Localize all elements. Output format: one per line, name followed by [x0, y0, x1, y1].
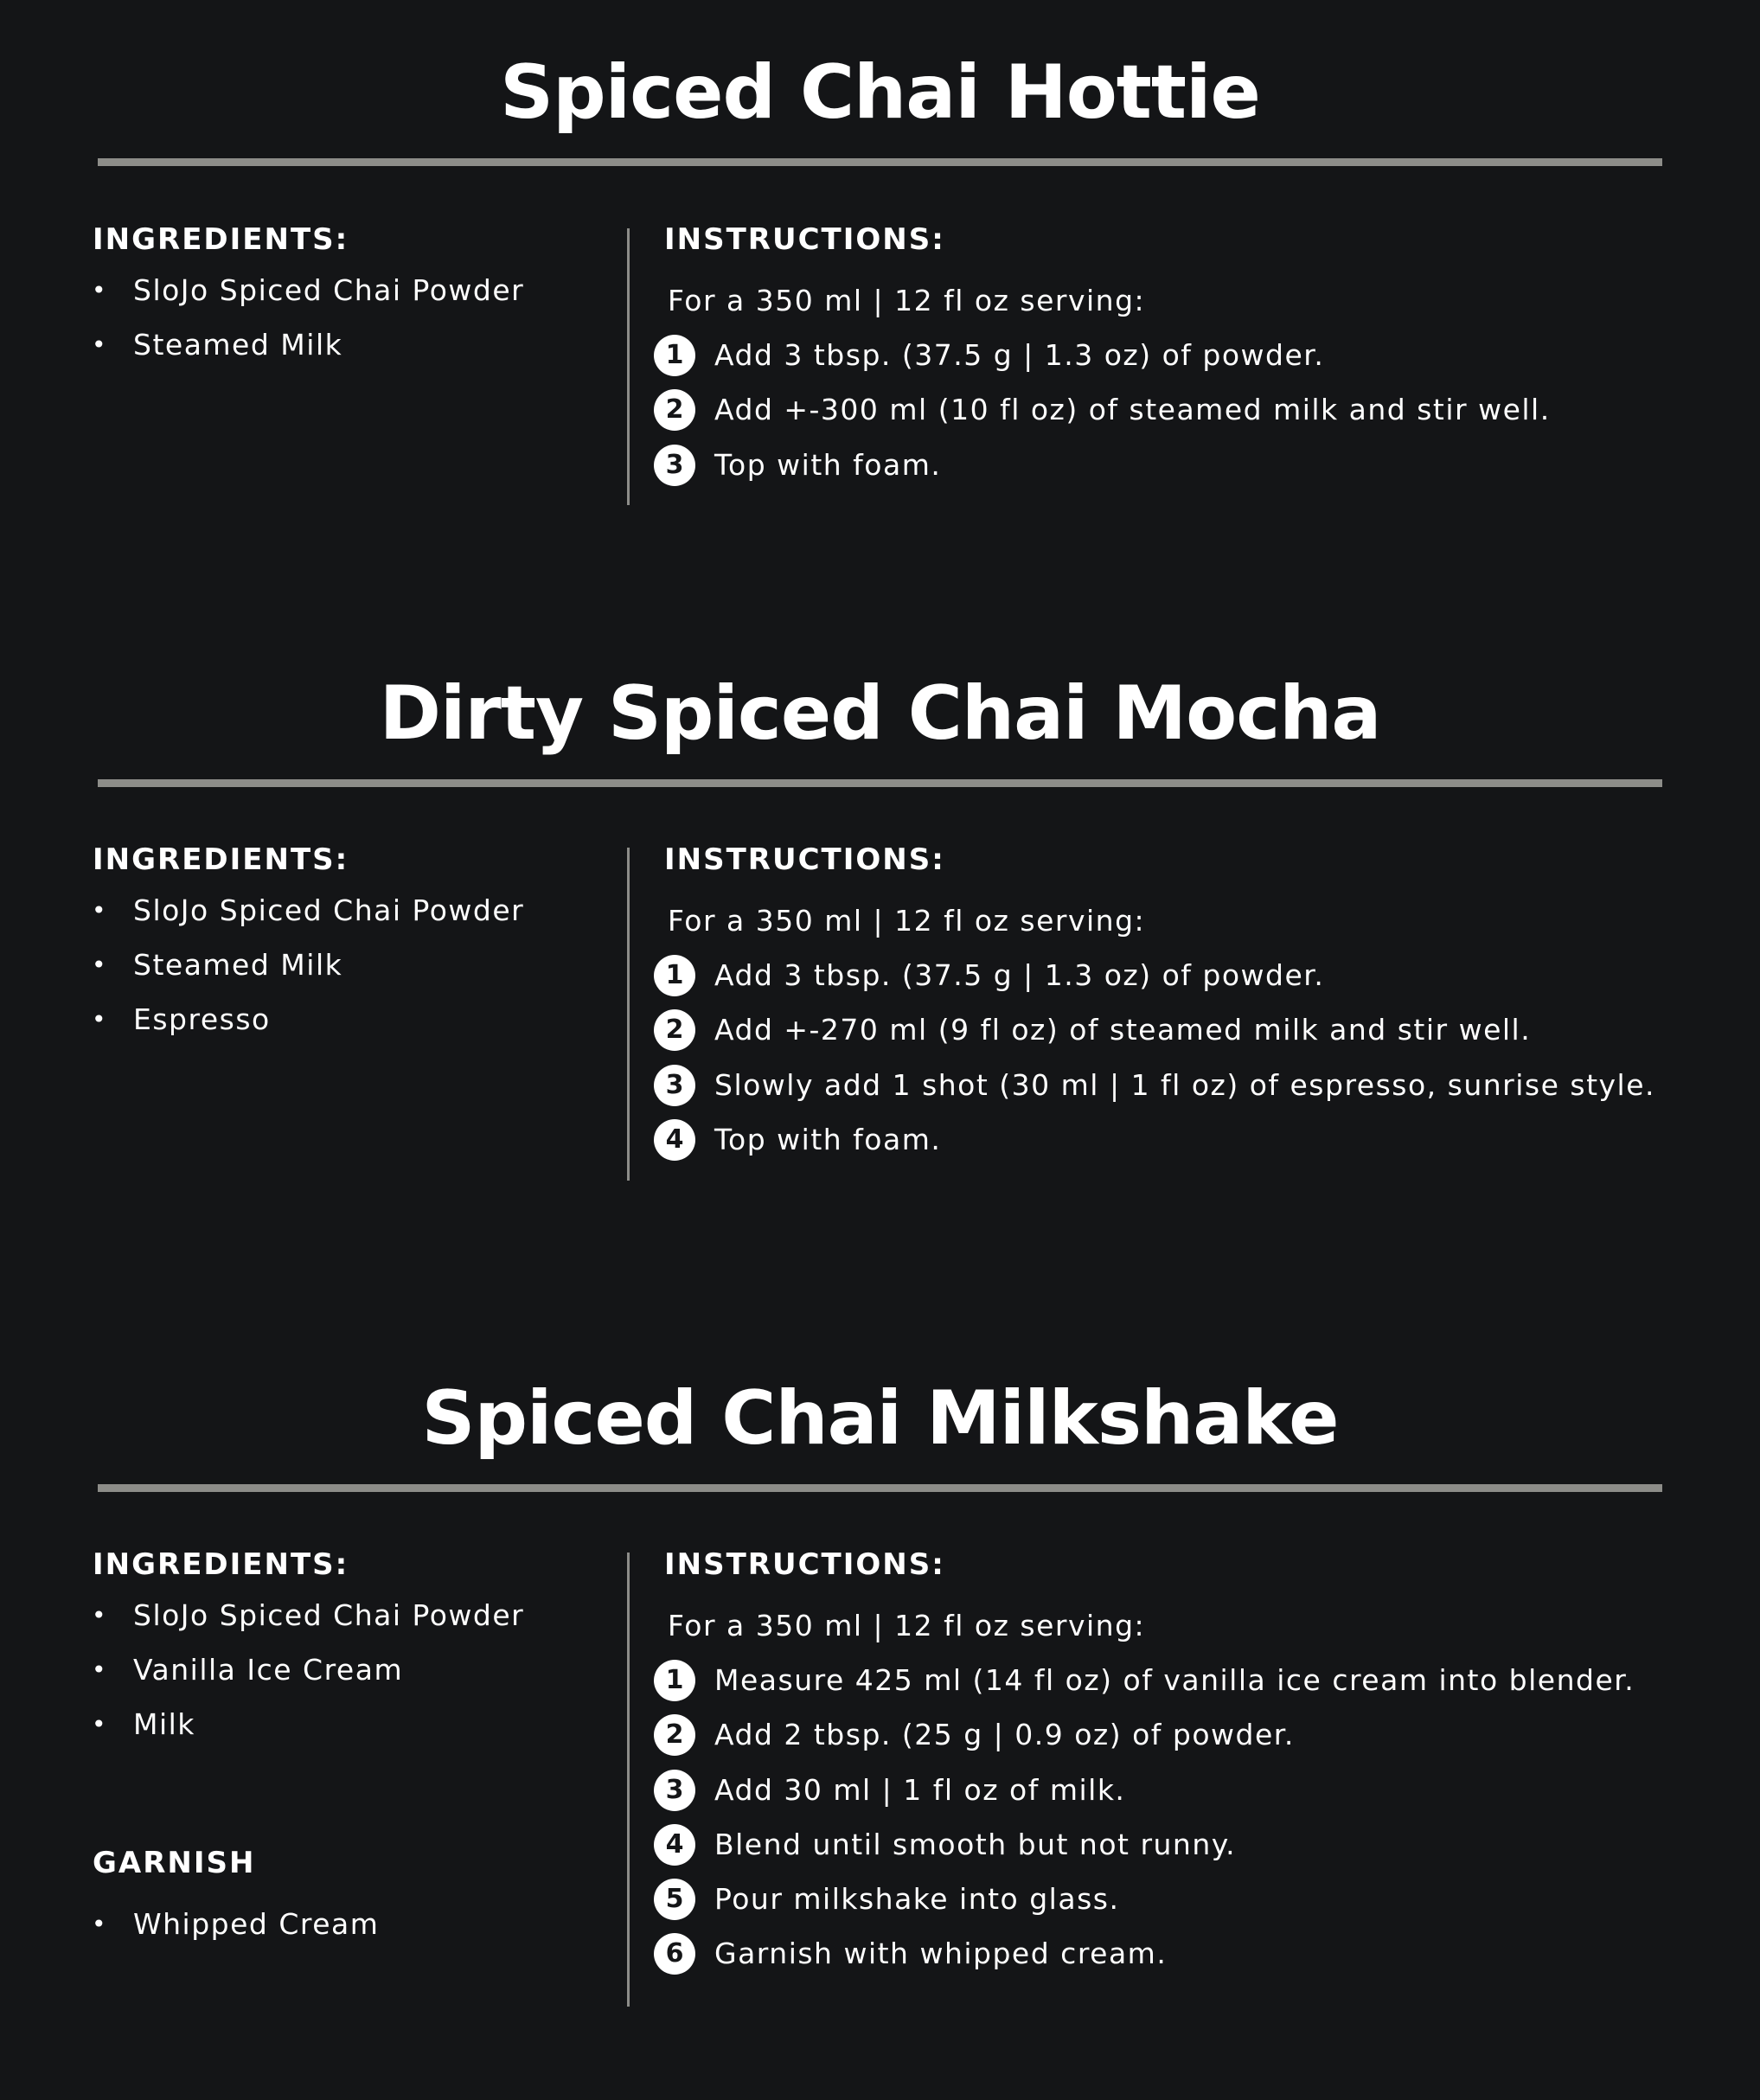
bullet-icon: •	[92, 1601, 108, 1629]
step-text: Top with foam.	[714, 447, 942, 482]
column-divider	[627, 848, 630, 1181]
title-divider	[98, 1484, 1662, 1492]
ingredients-heading: INGREDIENTS:	[93, 222, 349, 257]
recipe-spiced-chai-hottie	[0, 49, 1760, 516]
title-divider	[98, 779, 1662, 787]
instruction-step	[654, 1123, 1655, 1177]
instruction-step	[654, 1013, 1655, 1067]
step-number-badge: 2	[654, 1714, 695, 1756]
bullet-icon: •	[92, 896, 108, 925]
ingredient-item	[90, 273, 524, 328]
bullet-icon: •	[92, 1910, 108, 1938]
step-text: Garnish with whipped cream.	[714, 1937, 1168, 1971]
step-text: Slowly add 1 shot (30 ml | 1 fl oz) of espresso, sunrise style.	[714, 1067, 1656, 1102]
instructions-list	[654, 1663, 1635, 1992]
step-number-badge: 6	[654, 1933, 695, 1975]
ingredient-label: Steamed Milk	[133, 328, 343, 362]
recipe-dirty-spiced-chai-mocha	[0, 670, 1760, 1189]
step-text: Top with foam.	[714, 1122, 942, 1156]
instruction-step	[654, 1937, 1635, 1991]
instruction-step	[654, 1663, 1635, 1718]
column-divider	[627, 228, 630, 505]
instructions-list	[654, 338, 1551, 503]
step-text: Add +-300 ml (10 fl oz) of steamed milk and stir well.	[714, 393, 1551, 427]
step-text: Measure 425 ml (14 fl oz) of vanilla ice cream into blender.	[714, 1663, 1635, 1697]
bullet-icon: •	[92, 1710, 108, 1738]
ingredient-label: SloJo Spiced Chai Powder	[133, 273, 525, 307]
step-number-badge: 3	[654, 1770, 695, 1811]
step-text: Pour milkshake into glass.	[714, 1882, 1120, 1917]
bullet-icon: •	[92, 330, 108, 359]
step-number-badge: 3	[654, 1065, 695, 1106]
instruction-step	[654, 1773, 1635, 1828]
ingredients-heading: INGREDIENTS:	[93, 1547, 349, 1582]
serving-size: For a 350 ml | 12 fl oz serving:	[668, 904, 1146, 938]
step-text: Blend until smooth but not runny.	[714, 1827, 1237, 1861]
recipe-title: Dirty Spiced Chai Mocha	[379, 670, 1381, 757]
serving-size: For a 350 ml | 12 fl oz serving:	[668, 284, 1146, 317]
instruction-step	[654, 393, 1551, 447]
ingredient-label: Vanilla Ice Cream	[133, 1653, 404, 1687]
ingredient-label: Milk	[133, 1707, 195, 1741]
ingredient-label: Steamed Milk	[133, 948, 343, 982]
ingredient-label: SloJo Spiced Chai Powder	[133, 893, 525, 927]
instructions-heading: INSTRUCTIONS:	[664, 842, 945, 877]
ingredient-label: SloJo Spiced Chai Powder	[133, 1598, 525, 1632]
ingredient-item	[90, 328, 524, 382]
step-number-badge: 1	[654, 1660, 695, 1701]
ingredient-item	[90, 1002, 524, 1057]
ingredients-list	[90, 273, 524, 382]
bullet-icon: •	[92, 1005, 108, 1034]
step-number-badge: 4	[654, 1119, 695, 1161]
instruction-step	[654, 1068, 1655, 1123]
ingredient-item	[90, 1598, 524, 1653]
bullet-icon: •	[92, 951, 108, 979]
step-number-badge: 3	[654, 445, 695, 486]
instructions-heading: INSTRUCTIONS:	[664, 222, 945, 257]
title-divider	[98, 158, 1662, 166]
ingredient-label: Espresso	[133, 1002, 271, 1036]
ingredients-heading: INGREDIENTS:	[93, 842, 349, 877]
step-number-badge: 2	[654, 389, 695, 431]
bullet-icon: •	[92, 1655, 108, 1684]
ingredient-item	[90, 1707, 524, 1762]
step-text: Add 2 tbsp. (25 g | 0.9 oz) of powder.	[714, 1718, 1295, 1752]
recipe-spiced-chai-milkshake	[0, 1375, 1760, 2015]
ingredients-list	[90, 1598, 524, 1762]
step-number-badge: 1	[654, 955, 695, 996]
step-text: Add 3 tbsp. (37.5 g | 1.3 oz) of powder.	[714, 338, 1325, 372]
instructions-list	[654, 958, 1655, 1177]
instruction-step	[654, 338, 1551, 393]
step-text: Add +-270 ml (9 fl oz) of steamed milk and stir well.	[714, 1013, 1532, 1047]
garnish-item	[90, 1907, 379, 1962]
ingredient-item	[90, 1653, 524, 1707]
instruction-step	[654, 1828, 1635, 1882]
instruction-step	[654, 448, 1551, 503]
recipe-title: Spiced Chai Hottie	[500, 49, 1260, 136]
ingredients-list	[90, 893, 524, 1057]
ingredient-item	[90, 948, 524, 1002]
step-number-badge: 4	[654, 1824, 695, 1866]
step-number-badge: 1	[654, 335, 695, 376]
column-divider	[627, 1553, 630, 2007]
step-number-badge: 2	[654, 1009, 695, 1051]
instruction-step	[654, 1882, 1635, 1937]
garnish-heading: GARNISH	[93, 1846, 256, 1880]
instruction-step	[654, 1718, 1635, 1772]
step-text: Add 30 ml | 1 fl oz of milk.	[714, 1772, 1126, 1807]
garnish-label: Whipped Cream	[133, 1907, 380, 1941]
step-number-badge: 5	[654, 1879, 695, 1920]
step-text: Add 3 tbsp. (37.5 g | 1.3 oz) of powder.	[714, 958, 1325, 992]
instructions-heading: INSTRUCTIONS:	[664, 1547, 945, 1582]
serving-size: For a 350 ml | 12 fl oz serving:	[668, 1609, 1146, 1642]
bullet-icon: •	[92, 276, 108, 304]
recipe-title: Spiced Chai Milkshake	[421, 1375, 1339, 1462]
ingredient-item	[90, 893, 524, 948]
garnish-list	[90, 1907, 379, 1962]
instruction-step	[654, 958, 1655, 1013]
